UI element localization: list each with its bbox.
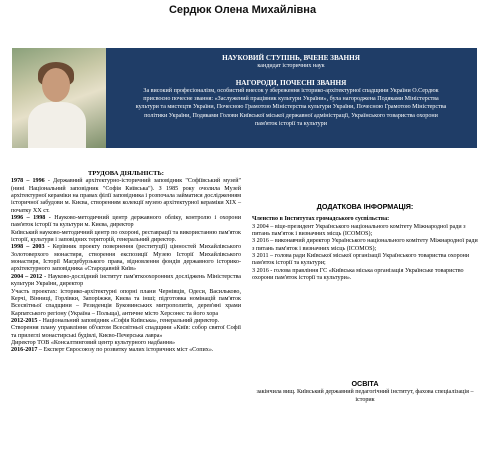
work-entry: 2004 – 2012 - Науково-дослідний інститут пам'яткоохоронних досліджень Міністерства культури України, директор bbox=[11, 273, 241, 288]
work-entry: 1978 – 1996 - Державний архітектурно-історичний заповідник "Софіївський музей" (нині Національний заповідник "Софія Київська"). З 1985 року очолила Музей архітектурної кераміки на правах філії заповідника і розпочала займатися дослідженням історичної забудови м. Києва, створенням колекції музею архітектурної кераміки XIX – початку XX ст. bbox=[11, 178, 241, 214]
extra-heading: ДОДАТКОВА ІНФОРМАЦІЯ: bbox=[316, 202, 414, 211]
membership-subheading: Членство в Інститутах громадського суспільства: bbox=[252, 216, 390, 223]
awards-line: культури та мистецтв України, Почесною Грамотою Міністерства культури України, Почесною Грамотою Міністерства bbox=[135, 104, 447, 111]
awards-line: За високий професіоналізм, особистий внесок у збереження історико-архітектурної спадщини України О.Сердюк bbox=[143, 87, 439, 94]
membership-line: З 2016 - голова правління ГС «Київська міська організація Українське товариство охорони пам'яток історії та культури». bbox=[252, 267, 464, 282]
extra-info-section bbox=[252, 203, 478, 282]
education-section bbox=[252, 380, 478, 404]
work-entry: Київський науково-методичний центр по охороні, реставрації та використанню пам'яток історії, культури і заповідних територій, генеральний директор. bbox=[11, 229, 241, 244]
banner-text bbox=[108, 52, 474, 128]
work-entry: 1996 – 1998 - Науково-методичний центр державного обліку, контролю і охорони пам'яток історії та культури м. Києва, директор bbox=[11, 215, 242, 229]
awards-line: політики України, Подяками Голови Київської міської державної адміністрації, Українського товариства охорони bbox=[144, 112, 438, 119]
work-entry: Директор ТОВ «Консалтинговий центр культурного надбання» bbox=[11, 339, 175, 346]
work-heading: ТРУДОВА ДІЯЛЬНІСТЬ: bbox=[88, 170, 164, 177]
education-text: закінчила вищ. Київський державний педагогічний інститут, фахова спеціалізація – історик bbox=[256, 389, 474, 403]
awards-line: пам'яток історії та культури bbox=[255, 121, 327, 128]
membership-line: З 2004 – віце-президент Українського національного комітету Міжнародної ради з питань пам'яток і визначних місць (ICOMOS); bbox=[252, 223, 466, 238]
work-section bbox=[11, 170, 241, 355]
portrait-photo bbox=[12, 48, 106, 148]
work-entry: 1998 – 2003 - Керівник проекту повернення (реституції) цінностей Михайлівського Золотоверхого монастиря, створення експозиції Музею Історії Михайлівського монастиря, Історії Магдебурзького права, відновлення фондів державного історико-архітектурного заповідника «Стародавній Київ» bbox=[11, 244, 242, 273]
membership-line: З 2011 – голова ради Київської міської організації Українського товариства охорони пам'яток історії та культури; bbox=[252, 253, 470, 267]
work-entry: 2016-2017 – Експерт Євросоюзу по розвитку малих історичних міст «Сопих». bbox=[11, 347, 214, 354]
work-entry: Участь проектах: історико-архітектурні опорні плани Чернівців, Одеси, Васильково, Керчі, Вінниці, Горлівки, Запоріжжя, Києва та інші; підготовка номінацій пам'яток Всесвітньої спадщини – Резиденція Буковинських митрополитів, дерев'яні храми Карпатського регіону (Україна – Польща), античне місто Херсонес та його хора bbox=[11, 288, 241, 317]
awards-line: присвоєно почесне звання: «Заслужений працівник культури України», була нагороджена Подяками Міністерства bbox=[143, 96, 439, 103]
work-entry: 2012-2015 - Національний заповідник «Софія Київська», генеральний директор. bbox=[11, 317, 220, 324]
degree-heading: НАУКОВИЙ СТУПІНЬ, ВЧЕНЕ ЗВАННЯ bbox=[222, 54, 360, 62]
education-heading: ОСВІТА bbox=[351, 379, 379, 388]
membership-line: З 2016 – виконавчий директор Українського національного комітету Міжнародної ради з питань пам'яток і визначних місць (ICOMOS); bbox=[252, 238, 478, 252]
degree-value: кандидат історичних наук bbox=[257, 63, 325, 70]
awards-heading: НАГОРОДИ, ПОЧЕСНІ ЗВАННЯ bbox=[235, 78, 347, 87]
page-title: Сердюк Олена Михайлівна bbox=[168, 4, 317, 16]
work-entry: Створення плану управління об'єктом Всесвітньої спадщини «Київ: собор святої Софії та прилеглі монастирські будівлі, Києво-Печерська лавра» bbox=[11, 325, 241, 339]
header-banner bbox=[12, 48, 477, 148]
